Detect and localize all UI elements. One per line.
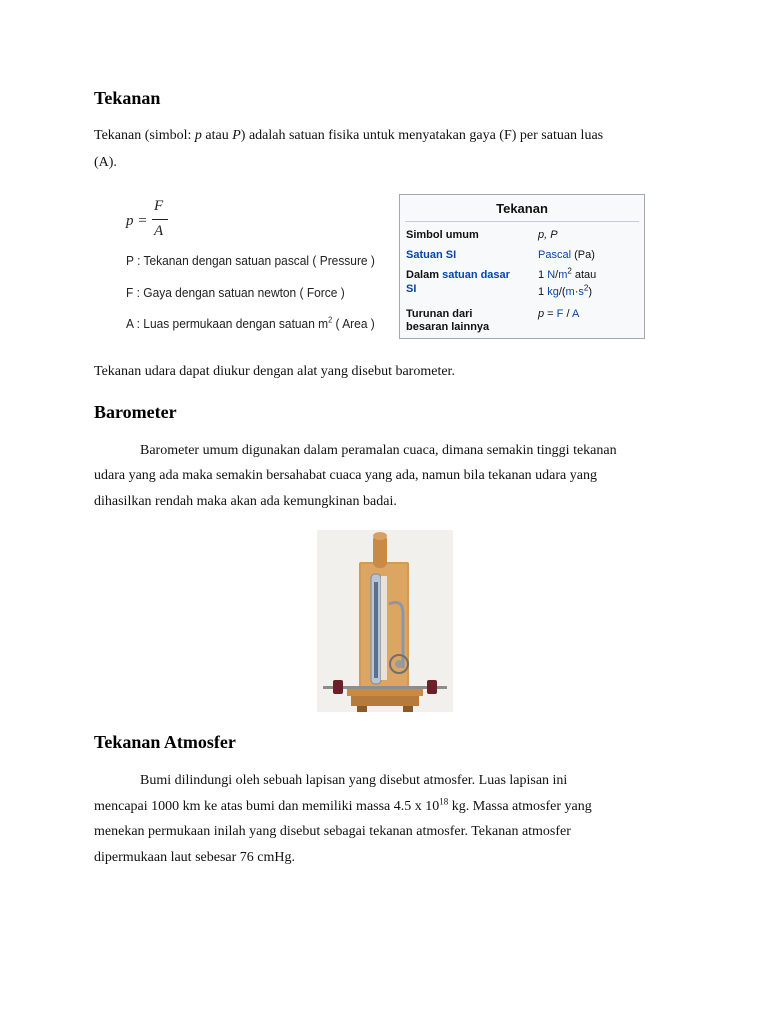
turunan-eq: = (544, 308, 557, 320)
force-link[interactable]: F (556, 308, 564, 320)
infobox-label-dasar (406, 269, 510, 281)
dasar-v1-slash: / (555, 269, 559, 281)
infobox-title: Tekanan (496, 201, 548, 216)
atmosfer-line-4: dipermukaan laut sebesar 76 cmHg. (94, 850, 295, 865)
intro-line-2: (A). (94, 155, 117, 170)
infobox-label-dasar-si[interactable]: SI (406, 283, 417, 295)
heading-barometer: Barometer (94, 402, 177, 422)
barometer-line-2: udara yang ada maka semakin bersahabat cuaca yang ada, namun bila tekanan udara yang (94, 468, 597, 483)
dasar-v1-sup: 2 (567, 266, 572, 276)
legend-p: P : Tekanan dengan satuan pascal ( Pressure ) (126, 253, 375, 268)
newton-link[interactable]: N (547, 269, 556, 281)
satuan-dasar-link[interactable]: satuan dasar (442, 269, 510, 281)
intro-symbol-P: P (232, 128, 241, 143)
intro-text-a: Tekanan (simbol: (94, 128, 195, 143)
intro-line-1 (94, 128, 603, 144)
atmosfer-line-2b: kg. Massa atmosfer yang (448, 799, 592, 814)
barometer-line-3: dihasilkan rendah maka akan ada kemungkinan badai. (94, 494, 397, 509)
formula (126, 198, 186, 244)
dasar-prefix: Dalam (406, 269, 443, 281)
infobox-value-turunan (538, 308, 579, 320)
barometer-photo (317, 530, 453, 712)
dasar-v2-open: /( (558, 286, 566, 298)
dasar-v2-dot: · (574, 286, 579, 298)
infobox-label-turunan-2: besaran lainnya (406, 321, 490, 333)
pascal-link[interactable]: Pascal (538, 249, 572, 261)
kilogram-link[interactable]: kg (547, 286, 559, 298)
atmosfer-line-2 (94, 796, 592, 815)
intro-text-b: atau (201, 128, 233, 143)
turunan-slash: / (563, 308, 572, 320)
formula-numerator: F (154, 198, 164, 214)
formula-denominator: A (154, 223, 164, 239)
pascal-unit: (Pa) (571, 249, 595, 261)
atmosfer-line-3: menekan permukaan inilah yang disebut sebagai tekanan atmosfer. Tekanan atmosfer (94, 824, 571, 839)
infobox-label-si[interactable]: Satuan SI (406, 249, 457, 261)
area-link[interactable]: A (571, 308, 580, 320)
infobox-divider (405, 221, 639, 222)
barometer-intro-text: Tekanan udara dapat diukur dengan alat yang disebut barometer. (94, 364, 455, 379)
infobox-value-dasar-1 (538, 266, 597, 281)
barometer-line-1: Barometer umum digunakan dalam peramalan cuaca, dimana semakin tinggi tekanan (140, 443, 617, 458)
atmosfer-line-1: Bumi dilindungi oleh sebuah lapisan yang disebut atmosfer. Luas lapisan ini (140, 773, 568, 788)
atmosfer-exponent: 18 (439, 796, 449, 807)
dasar-v2-one: 1 (538, 286, 548, 298)
barometer-illustration (317, 530, 453, 712)
intro-text-c: ) adalah satuan fisika untuk menyatakan gaya (F) per satuan luas (240, 128, 604, 143)
legend-a-text: A : Luas permukaan dengan satuan m (126, 316, 329, 331)
turunan-p: p (538, 308, 545, 320)
heading-atmosfer: Tekanan Atmosfer (94, 732, 236, 752)
infobox-label-simbol: Simbol umum (406, 229, 479, 241)
formula-fraction-bar (152, 219, 168, 220)
dasar-v2-sup: 2 (583, 283, 589, 293)
legend-a-area: ( Area ) (332, 316, 375, 331)
infobox-label-turunan-1: Turunan dari (406, 308, 473, 320)
metre-link-2[interactable]: m (565, 286, 575, 298)
infobox-tekanan (399, 194, 645, 339)
legend-a (126, 316, 375, 331)
intro-symbol-p: p (194, 128, 202, 143)
metre-link[interactable]: m (558, 269, 568, 281)
atmosfer-line-2a: mencapai 1000 km ke atas bumi dan memiliki massa 4.5 x 10 (94, 799, 440, 814)
infobox-value-si (538, 249, 595, 261)
heading-tekanan: Tekanan (94, 88, 161, 108)
formula-lhs: p = (126, 213, 148, 229)
infobox-value-dasar-2 (538, 283, 593, 298)
dasar-v1-atau: atau (571, 269, 597, 281)
dasar-v2-close: ) (588, 286, 593, 298)
legend-f: F : Gaya dengan satuan newton ( Force ) (126, 285, 345, 300)
dasar-v1-one: 1 (538, 269, 548, 281)
second-link[interactable]: s (578, 286, 584, 298)
legend-a-sup: 2 (328, 315, 333, 325)
infobox-value-simbol: p, P (538, 229, 558, 241)
